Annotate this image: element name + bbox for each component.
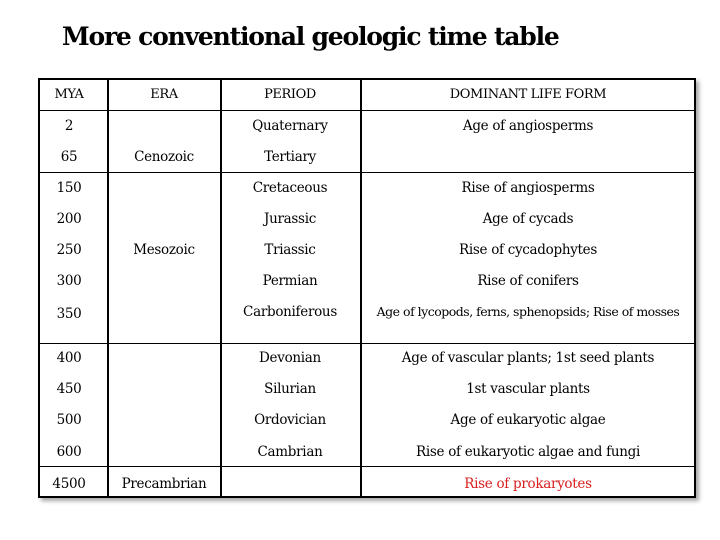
mya-cell: 350 xyxy=(56,306,82,322)
mya-cell: 400 xyxy=(56,350,82,366)
period-cell: Cambrian xyxy=(257,444,323,460)
period-cell: Silurian xyxy=(264,381,316,397)
header-era: ERA xyxy=(150,87,178,102)
period-cell: Cretaceous xyxy=(252,180,328,196)
row-divider xyxy=(40,466,694,467)
mya-cell: 4500 xyxy=(52,476,86,492)
period-cell: Permian xyxy=(262,273,318,289)
page-title: More conventional geologic time table xyxy=(62,22,559,51)
mya-cell: 300 xyxy=(56,273,82,289)
life-form-cell: Age of cycads xyxy=(482,211,574,227)
mya-cell: 2 xyxy=(64,118,74,134)
column-divider xyxy=(220,80,222,496)
period-cell: Devonian xyxy=(259,350,321,366)
column-divider xyxy=(360,80,362,496)
geologic-time-table xyxy=(38,78,696,498)
column-divider xyxy=(107,80,109,496)
mya-cell: 450 xyxy=(56,381,82,397)
header-mya: MYA xyxy=(54,87,84,102)
era-cell: Mesozoic xyxy=(133,242,195,258)
life-form-cell: Rise of eukaryotic algae and fungi xyxy=(416,444,640,460)
era-cell: Cenozoic xyxy=(134,149,194,165)
life-form-cell: Age of lycopods, ferns, sphenopsids; Rise of mosses xyxy=(376,304,680,319)
row-divider xyxy=(40,343,694,344)
life-form-cell-highlight: Rise of prokaryotes xyxy=(464,476,592,492)
mya-cell: 250 xyxy=(56,242,82,258)
mya-cell: 200 xyxy=(56,211,82,227)
life-form-cell: Rise of cycadophytes xyxy=(459,242,597,258)
mya-cell: 150 xyxy=(56,180,82,196)
period-cell: Ordovician xyxy=(254,412,326,428)
period-cell: Triassic xyxy=(264,242,316,258)
life-form-cell: 1st vascular plants xyxy=(466,381,590,397)
row-divider xyxy=(40,110,694,111)
mya-cell: 600 xyxy=(56,444,82,460)
period-cell: Jurassic xyxy=(264,211,316,227)
mya-cell: 65 xyxy=(60,149,78,165)
period-cell: Carboniferous xyxy=(243,304,337,320)
life-form-cell: Age of eukaryotic algae xyxy=(450,412,606,428)
period-cell: Tertiary xyxy=(264,149,316,165)
era-cell: Precambrian xyxy=(121,476,207,492)
life-form-cell: Rise of conifers xyxy=(477,273,579,289)
life-form-cell: Rise of angiosperms xyxy=(461,180,595,196)
header-life-form: DOMINANT LIFE FORM xyxy=(449,87,607,102)
life-form-cell: Age of angiosperms xyxy=(462,118,594,134)
period-cell: Quaternary xyxy=(252,118,328,134)
life-form-cell: Age of vascular plants; 1st seed plants xyxy=(401,350,655,366)
row-divider xyxy=(40,172,694,173)
header-period: PERIOD xyxy=(264,87,316,102)
mya-cell: 500 xyxy=(56,412,82,428)
